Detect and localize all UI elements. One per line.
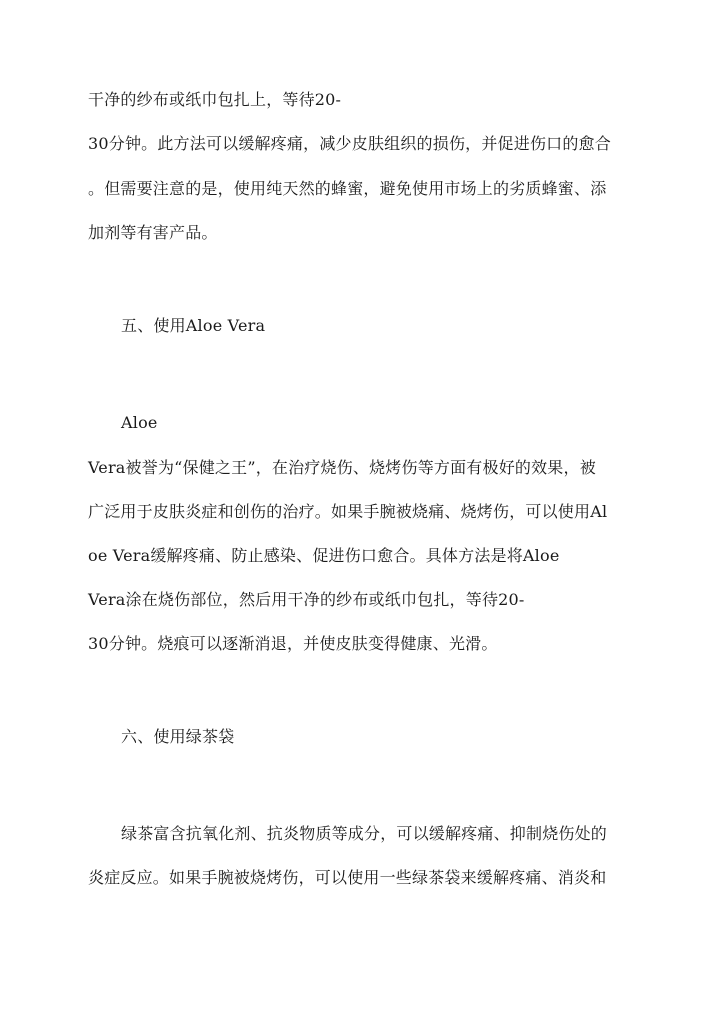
paragraph-line: 广泛用于皮肤炎症和创伤的治疗。如果手腕被烧痛、烧烤伤，可以使用Al xyxy=(88,502,608,521)
paragraph-line: 30分钟。此方法可以缓解疼痛，减少皮肤组织的损伤，并促进伤口的愈合 xyxy=(88,134,611,153)
paragraph-line: 加剂等有害产品。 xyxy=(88,223,218,242)
section-heading: 六、使用绿茶袋 xyxy=(121,727,235,746)
paragraph-line: 。但需要注意的是，使用纯天然的蜂蜜，避免使用市场上的劣质蜂蜜、添 xyxy=(88,179,607,198)
paragraph-line: Vera被誉为“保健之王”，在治疗烧伤、烧烤伤等方面有极好的效果，被 xyxy=(88,458,596,477)
paragraph-line: Aloe xyxy=(121,413,158,432)
paragraph-line: oe Vera缓解疼痛、防止感染、促进伤口愈合。具体方法是将Aloe xyxy=(88,546,560,565)
paragraph-line: 炎症反应。如果手腕被烧烤伤，可以使用一些绿茶袋来缓解疼痛、消炎和 xyxy=(88,868,607,887)
paragraph-line: 干净的纱布或纸巾包扎上，等待20- xyxy=(88,90,342,109)
paragraph-line: 30分钟。烧痕可以逐渐消退，并使皮肤变得健康、光滑。 xyxy=(88,634,498,653)
section-heading: 五、使用Aloe Vera xyxy=(121,316,266,335)
paragraph-line: Vera涂在烧伤部位，然后用干净的纱布或纸巾包扎，等待20- xyxy=(88,590,525,609)
paragraph-line: 绿茶富含抗氧化剂、抗炎物质等成分，可以缓解疼痛、抑制烧伤处的 xyxy=(121,824,608,843)
